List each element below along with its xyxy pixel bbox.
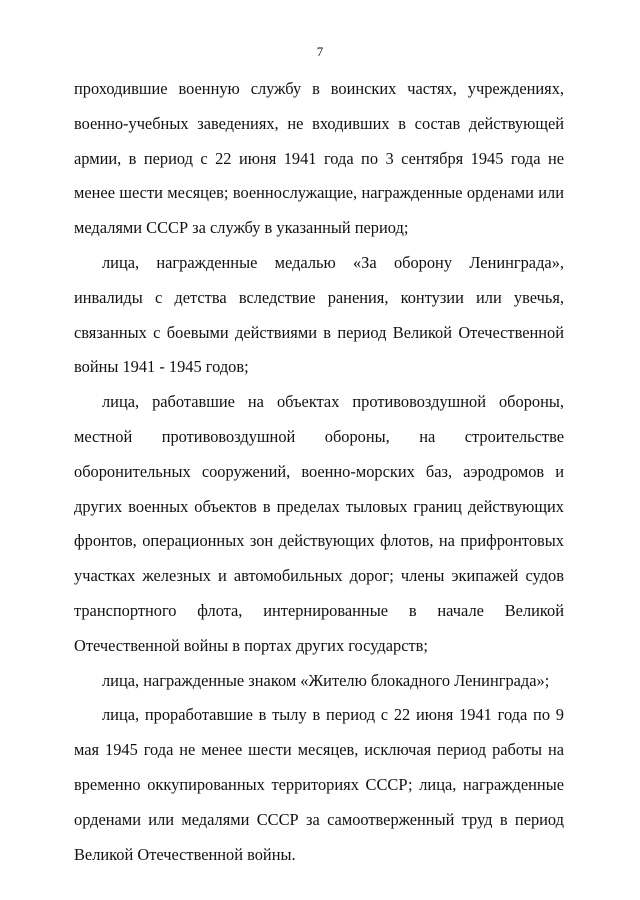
page-number: 7 xyxy=(316,44,324,59)
paragraph-blockade-badge: лица, награжденные знаком «Жителю блокадного Ленинграда»; xyxy=(102,670,550,690)
paragraph-home-front-workers: лица, проработавшие в тылу в период с 22 июня 1941 года по 9 мая 1945 года не менее шести месяцев, исключая период работы на временно оккупированных территориях СССР; лица, награжденные орденами или медалями СССР за самоотверженный труд в период Великой Отечественной войны. xyxy=(74,705,564,864)
paragraph-military-service: проходившие военную службу в воинских частях, учреждениях, военно-учебных заведениях, не входивших в состав действующей армии, в период с 22 июня 1941 года по 3 сентября 1945 года не менее шести месяцев; военнослужащие, награжденные орденами или медалями СССР за службу в указанный период; xyxy=(74,79,564,238)
paragraph-leningrad-medal: лица, награжденные медалью «За оборону Ленинграда», инвалиды с детства вследствие ранения, контузии или увечья, связанных с боевыми действиями в период Великой Отечественной войны 1941 - 1945 годов; xyxy=(74,252,564,377)
paragraph-air-defense-workers: лица, работавшие на объектах противовоздушной обороны, местной противовоздушной обороны, на строительстве оборонительных сооружений, военно-морских баз, аэродромов и других военных объектов в пределах тыловых границ действующих фронтов, операционных зон действующих флотов, на прифронтовых участках железных и автомобильных дорог; члены экипажей судов транспортного флота, интернированные в начале Великой Отечественной войны в портах других государств; xyxy=(74,392,564,655)
document-body xyxy=(74,72,564,872)
